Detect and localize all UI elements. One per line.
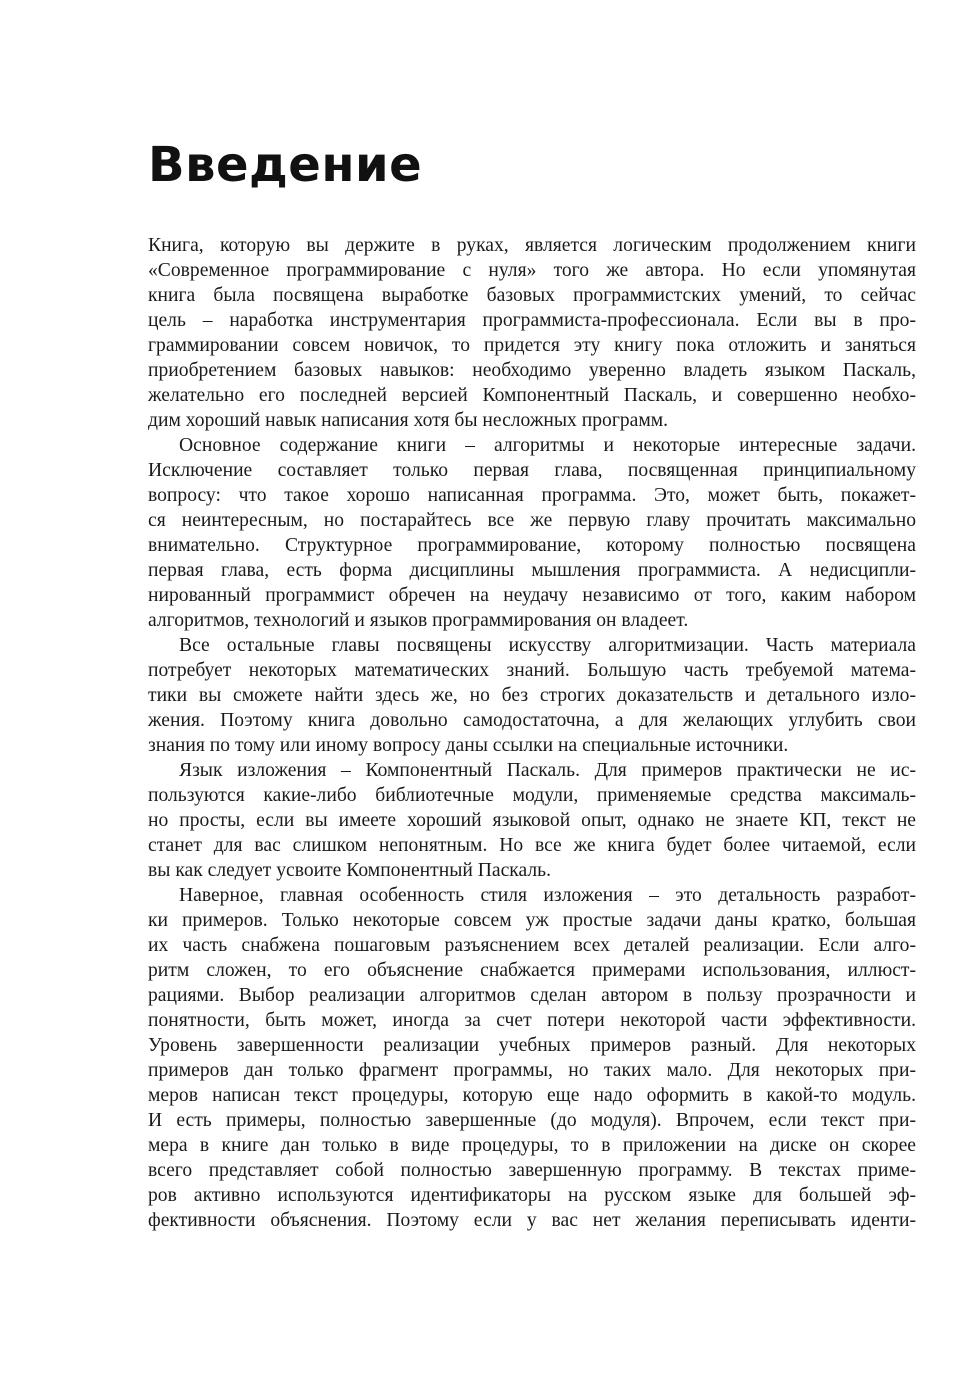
text-line: станет для вас слишком непонятным. Но все же книга будет более читаемой, если	[148, 835, 916, 856]
text-line: ритм сложен, то его объяснение снабжается примерами использования, иллюст-	[148, 960, 916, 981]
text-line: Основное содержание книги – алгоритмы и некоторые интересные задачи.	[179, 435, 916, 456]
text-line: Наверное, главная особенность стиля изложения – это детальность разработ-	[179, 885, 916, 906]
text-line: тики вы сможете найти здесь же, но без строгих доказательств и детального изло-	[148, 685, 916, 706]
text-line: пользуются какие-либо библиотечные модули, применяемые средства максималь-	[148, 785, 916, 806]
body-text	[148, 233, 916, 1233]
text-line: Язык изложения – Компонентный Паскаль. Для примеров практически не ис-	[179, 760, 916, 781]
text-line: цель – наработка инструментария программиста-профессионала. Если вы в про-	[148, 310, 916, 331]
text-line: Все остальные главы посвящены искусству алгоритмизации. Часть материала	[179, 635, 916, 656]
text-line: Уровень завершенности реализации учебных примеров разный. Для некоторых	[148, 1035, 916, 1056]
text-line: Исключение составляет только первая глава, посвященная принципиальному	[148, 460, 916, 481]
text-line: потребует некоторых математических знаний. Большую часть требуемой матема-	[148, 660, 916, 681]
text-line: меров написан текст процедуры, которую еще надо оформить в какой-то модуль.	[148, 1085, 916, 1106]
text-line: нированный программист обречен на неудачу независимо от того, каким набором	[148, 585, 916, 606]
text-line: граммировании совсем новичок, то придется эту книгу пока отложить и заняться	[148, 335, 916, 356]
text-line: мера в книге дан только в виде процедуры, то в приложении на диске он скорее	[148, 1135, 916, 1156]
chapter-title: Введение	[148, 137, 423, 193]
text-line: «Современное программирование с нуля» того же автора. Но если упомянутая	[148, 260, 916, 281]
text-line: ки примеров. Только некоторые совсем уж простые задачи даны кратко, большая	[148, 910, 916, 931]
text-line: дим хороший навык написания хотя бы несложных программ.	[148, 410, 669, 431]
text-line: приобретением базовых навыков: необходимо уверенно владеть языком Паскаль,	[148, 360, 916, 381]
text-line: жения. Поэтому книга довольно самодостаточна, а для желающих углубить свои	[148, 710, 916, 731]
text-line: понятности, быть может, иногда за счет потери некоторой части эффективности.	[148, 1010, 916, 1031]
text-line: знания по тому или иному вопросу даны ссылки на специальные источники.	[148, 735, 789, 756]
text-line: вы как следует усвоите Компонентный Паскаль.	[148, 860, 551, 881]
text-line: Книга, которую вы держите в руках, является логическим продолжением книги	[148, 235, 916, 256]
text-line: И есть примеры, полностью завершенные (до модуля). Впрочем, если текст при-	[148, 1110, 916, 1131]
text-line: ров активно используются идентификаторы на русском языке для большей эф-	[148, 1185, 916, 1206]
text-line: книга была посвящена выработке базовых программистских умений, то сейчас	[148, 285, 916, 306]
paragraph	[148, 433, 916, 633]
text-line: алгоритмов, технологий и языков программирования он владеет.	[148, 610, 689, 631]
text-line: их часть снабжена пошаговым разъяснением всех деталей реализации. Если алго-	[148, 935, 916, 956]
paragraph	[148, 883, 916, 1233]
text-line: ся неинтересным, но постарайтесь все же первую главу прочитать максимально	[148, 510, 916, 531]
text-line: желательно его последней версией Компонентный Паскаль, и совершенно необхо-	[148, 385, 916, 406]
text-line: вопросу: что такое хорошо написанная программа. Это, может быть, покажет-	[148, 485, 916, 506]
text-line: но просты, если вы имеете хороший языковой опыт, однако не знаете КП, текст не	[148, 810, 916, 831]
text-line: примеров дан только фрагмент программы, но таких мало. Для некоторых при-	[148, 1060, 916, 1081]
paragraph	[148, 758, 916, 883]
text-line: рациями. Выбор реализации алгоритмов сделан автором в пользу прозрачности и	[148, 985, 916, 1006]
text-line: всего представляет собой полностью завершенную программу. В текстах приме-	[148, 1160, 916, 1181]
text-line: внимательно. Структурное программирование, которому полностью посвящена	[148, 535, 916, 556]
text-line: фективности объяснения. Поэтому если у вас нет желания переписывать иденти-	[148, 1210, 916, 1231]
paragraph	[148, 633, 916, 758]
paragraph	[148, 233, 916, 433]
text-line: первая глава, есть форма дисциплины мышления программиста. А недисципли-	[148, 560, 916, 581]
